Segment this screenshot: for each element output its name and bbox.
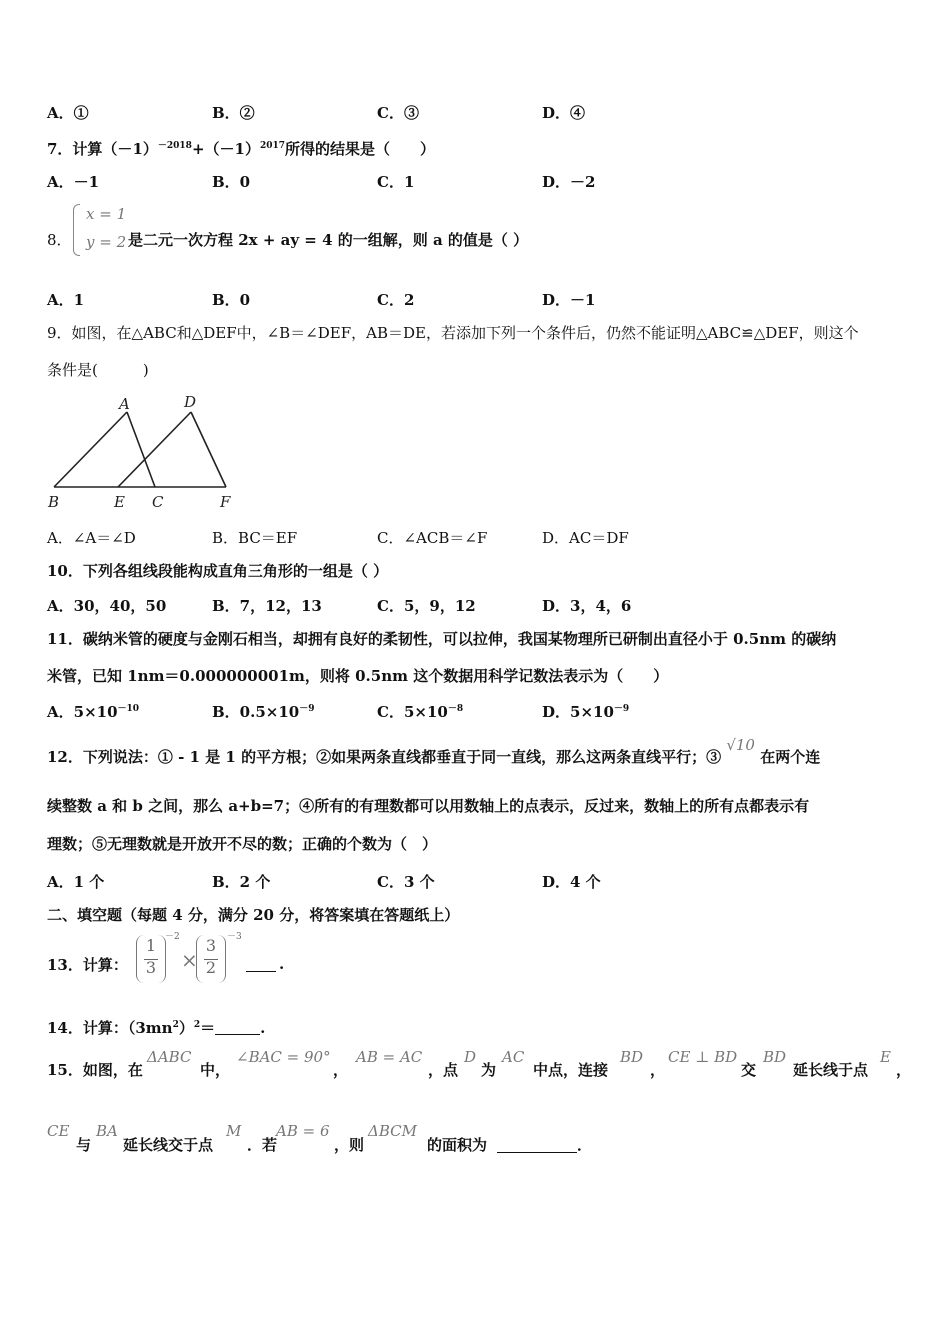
label-b: B: [48, 493, 60, 511]
q11-option-d: D．$5\times 10^{-9}$: [542, 703, 630, 721]
label-c: C: [152, 493, 164, 511]
q12-line-3: 理数；⑤无理数就是开放开不尽的数；正确的个数为（ ）: [47, 835, 438, 853]
q6-option-b: B．②: [212, 104, 255, 122]
q12-option-a: A．1 个: [47, 873, 105, 891]
q6-option-d: D．④: [542, 104, 586, 122]
answer-blank-14: [215, 1018, 260, 1035]
q9-line-1: 9．如图，在△ABC和△DEF中，∠B＝∠DEF，AB＝DE，若添加下列一个条件后，仍然不能证明△ABC≌△DEF，则这个: [47, 324, 859, 342]
answer-blank-13: [246, 955, 276, 972]
q11-option-a: A．$5\times 10^{-10}$: [47, 703, 140, 721]
period-13: .: [279, 955, 285, 973]
q6-option-a: A．①: [47, 104, 89, 122]
question-14: 14．计算：$(3mn^2)^2=$ .: [47, 1019, 266, 1037]
q8-equation-2: y = 2: [86, 233, 127, 251]
q8-equation-1: x = 1: [86, 205, 127, 223]
sqrt-10: √10: [726, 736, 755, 754]
q8-option-b: B．0: [212, 291, 251, 309]
q7-option-d: D．－2: [542, 173, 596, 191]
q8-option-c: C．2: [377, 291, 415, 309]
q8-number: 8．: [47, 231, 72, 249]
q13-label: 13．计算：: [47, 956, 128, 974]
q9-line-2: 条件是( ): [47, 361, 149, 379]
q9-option-a: A．∠A＝∠D: [47, 529, 136, 547]
q7-option-c: C．1: [377, 173, 415, 191]
section-2-heading: 二、填空题（每题 4 分，满分 20 分，将答案填在答题纸上）: [47, 906, 460, 924]
label-a: A: [119, 395, 130, 413]
q12-line-1: 12．下列说法：① - 1 是 1 的平方根；②如果两条直线都垂直于同一直线，那么这两条直线平行；③ √10 在两个连: [47, 736, 821, 766]
exponent-1: －2: [165, 932, 180, 942]
exponent-2: －3: [227, 932, 242, 942]
q10-option-c: C．5，9，12: [377, 597, 476, 615]
q11-option-c: C．$5\times 10^{-8}$: [377, 703, 464, 721]
q10-option-d: D．3，4，6: [542, 597, 632, 615]
q10-text: 10．下列各组线段能构成直角三角形的一组是（ ）: [47, 562, 389, 580]
q12-option-b: B．2 个: [212, 873, 271, 891]
triangle-figure: [44, 390, 239, 515]
q12-option-c: C．3 个: [377, 873, 435, 891]
q11-line-2: 米管，已知 1nm＝0.000000001m，则将 0.5nm 这个数据用科学记数法表示为（ ）: [47, 667, 669, 685]
fraction-1: 1 3: [136, 935, 166, 983]
label-d: D: [184, 393, 197, 411]
fraction-2: 3 2: [196, 935, 226, 983]
q7-option-a: A．－1: [47, 173, 100, 191]
q11-option-b: B．$0.5\times 10^{-9}$: [212, 703, 315, 721]
q11-line-1: 11．碳纳米管的硬度与金刚石相当，却拥有良好的柔韧性，可以拉伸，我国某物理所已研制出直径小于 0.5nm 的碳纳: [47, 630, 837, 648]
label-e: E: [114, 493, 125, 511]
q12-line-2: 续整数 a 和 b 之间，那么 a+b=7；④所有的有理数都可以用数轴上的点表示，反过来，数轴上的所有点都表示有: [47, 797, 810, 815]
question-7: 7．计算$(-1)^{-2018}+(-1)^{2017}$所得的结果是（ ）: [47, 140, 436, 158]
answer-blank-15: [497, 1135, 577, 1153]
q7-option-b: B．0: [212, 173, 251, 191]
q9-option-c: C．∠ACB＝∠F: [377, 529, 488, 547]
q8-option-a: A．1: [47, 291, 85, 309]
label-f: F: [220, 493, 231, 511]
q8-option-d: D．－1: [542, 291, 596, 309]
q10-option-b: B．7，12，13: [212, 597, 322, 615]
q6-option-c: C．③: [377, 104, 419, 122]
q12-option-d: D．4 个: [542, 873, 601, 891]
q8-text: 是二元一次方程 2x + ay = 4 的一组解，则 a 的值是（ ）: [128, 231, 529, 249]
q9-option-b: B．BC＝EF: [212, 529, 298, 547]
equation-system-brace: [73, 204, 80, 256]
q9-option-d: D．AC＝DF: [542, 529, 629, 547]
times-sign: ×: [181, 948, 198, 972]
q10-option-a: A．30，40，50: [47, 597, 167, 615]
